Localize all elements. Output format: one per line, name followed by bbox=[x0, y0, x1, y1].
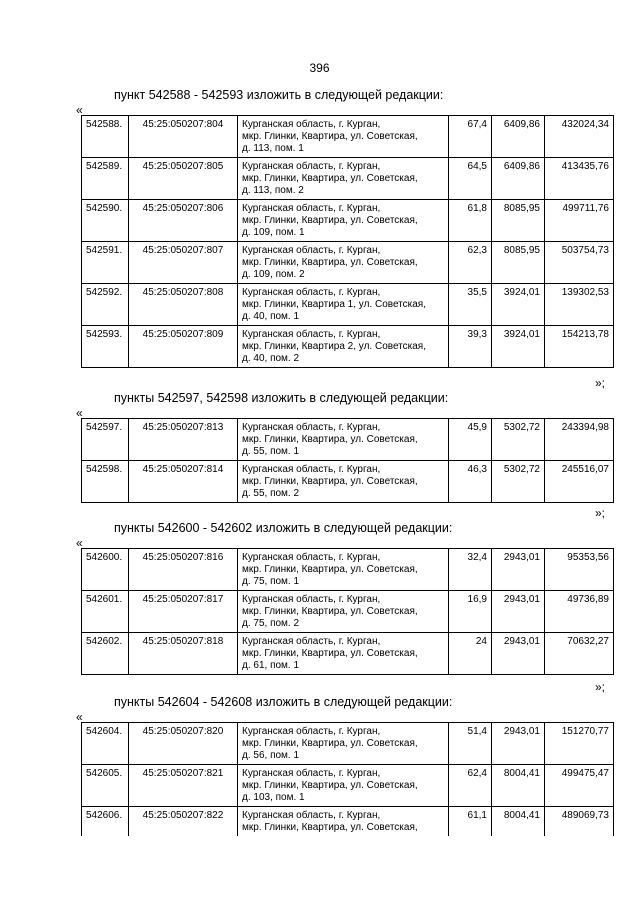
sum-cell: 243394,98 bbox=[545, 419, 614, 461]
area-cell: 51,4 bbox=[449, 723, 492, 765]
price-cell: 2943,01 bbox=[492, 591, 545, 633]
table-row bbox=[82, 116, 614, 158]
address-line: мкр. Глинки, Квартира, ул. Советская, bbox=[242, 434, 418, 445]
address-line: мкр. Глинки, Квартира 1, ул. Советская, bbox=[242, 299, 426, 310]
row-number-cell: 542601. bbox=[82, 591, 129, 633]
address-cell bbox=[238, 461, 449, 503]
table-row bbox=[82, 633, 614, 675]
price-cell: 8085,95 bbox=[492, 200, 545, 242]
address-cell bbox=[238, 326, 449, 368]
address-cell bbox=[238, 807, 449, 837]
table-row bbox=[82, 242, 614, 284]
table-row bbox=[82, 723, 614, 765]
address-line: д. 113, пом. 2 bbox=[242, 185, 304, 196]
sum-cell: 489069,73 bbox=[545, 807, 614, 837]
table-row bbox=[82, 765, 614, 807]
section-heading: пункты 542600 - 542602 изложить в следующей редакции: bbox=[114, 521, 453, 535]
address-cell bbox=[238, 419, 449, 461]
cadastral-number-cell: 45:25:050207:822 bbox=[129, 807, 238, 837]
area-cell: 32,4 bbox=[449, 549, 492, 591]
cadastral-number-cell: 45:25:050207:821 bbox=[129, 765, 238, 807]
address-cell bbox=[238, 765, 449, 807]
address-line: Курганская область, г. Курган, bbox=[242, 329, 381, 340]
cadastral-number-cell: 45:25:050207:816 bbox=[129, 549, 238, 591]
open-quote: « bbox=[76, 406, 83, 420]
address-line: мкр. Глинки, Квартира, ул. Советская, bbox=[242, 257, 418, 268]
address-line: мкр. Глинки, Квартира, ул. Советская, bbox=[242, 738, 418, 749]
address-line: мкр. Глинки, Квартира, ул. Советская, bbox=[242, 215, 418, 226]
row-number-cell: 542598. bbox=[82, 461, 129, 503]
address-cell bbox=[238, 549, 449, 591]
address-line: Курганская область, г. Курган, bbox=[242, 245, 381, 256]
sum-cell: 245516,07 bbox=[545, 461, 614, 503]
address-cell bbox=[238, 591, 449, 633]
sum-cell: 151270,77 bbox=[545, 723, 614, 765]
price-cell: 2943,01 bbox=[492, 633, 545, 675]
table-row bbox=[82, 419, 614, 461]
row-number-cell: 542600. bbox=[82, 549, 129, 591]
area-cell: 61,1 bbox=[449, 807, 492, 837]
registry-table bbox=[81, 548, 614, 675]
cadastral-number-cell: 45:25:050207:806 bbox=[129, 200, 238, 242]
cadastral-number-cell: 45:25:050207:804 bbox=[129, 116, 238, 158]
row-number-cell: 542593. bbox=[82, 326, 129, 368]
area-cell: 24 bbox=[449, 633, 492, 675]
price-cell: 8004,41 bbox=[492, 765, 545, 807]
address-line: д. 55, пом. 1 bbox=[242, 446, 300, 457]
registry-table bbox=[81, 722, 614, 836]
address-cell bbox=[238, 242, 449, 284]
table-row bbox=[82, 326, 614, 368]
section-heading: пункт 542588 - 542593 изложить в следующей редакции: bbox=[114, 88, 444, 102]
address-line: Курганская область, г. Курган, bbox=[242, 810, 381, 821]
table-row bbox=[82, 200, 614, 242]
address-line: д. 55, пом. 2 bbox=[242, 488, 300, 499]
row-number-cell: 542604. bbox=[82, 723, 129, 765]
address-line: Курганская область, г. Курган, bbox=[242, 636, 381, 647]
address-line: Курганская область, г. Курган, bbox=[242, 464, 381, 475]
row-number-cell: 542591. bbox=[82, 242, 129, 284]
address-cell bbox=[238, 723, 449, 765]
area-cell: 67,4 bbox=[449, 116, 492, 158]
price-cell: 8004,41 bbox=[492, 807, 545, 837]
address-line: Курганская область, г. Курган, bbox=[242, 552, 381, 563]
address-line: д. 56, пом. 1 bbox=[242, 750, 300, 761]
section-heading: пункты 542597, 542598 изложить в следующей редакции: bbox=[114, 391, 449, 405]
row-number-cell: 542606. bbox=[82, 807, 129, 837]
row-number-cell: 542605. bbox=[82, 765, 129, 807]
address-line: д. 75, пом. 2 bbox=[242, 618, 300, 629]
table-row bbox=[82, 284, 614, 326]
sum-cell: 70632,27 bbox=[545, 633, 614, 675]
address-cell bbox=[238, 158, 449, 200]
address-cell bbox=[238, 200, 449, 242]
cadastral-number-cell: 45:25:050207:808 bbox=[129, 284, 238, 326]
row-number-cell: 542592. bbox=[82, 284, 129, 326]
row-number-cell: 542588. bbox=[82, 116, 129, 158]
open-quote: « bbox=[76, 103, 83, 117]
address-line: Курганская область, г. Курган, bbox=[242, 422, 381, 433]
cadastral-number-cell: 45:25:050207:814 bbox=[129, 461, 238, 503]
sum-cell: 95353,56 bbox=[545, 549, 614, 591]
address-line: д. 75, пом. 1 bbox=[242, 576, 300, 587]
price-cell: 3924,01 bbox=[492, 326, 545, 368]
area-cell: 46,3 bbox=[449, 461, 492, 503]
address-line: д. 40, пом. 2 bbox=[242, 353, 300, 364]
price-cell: 2943,01 bbox=[492, 723, 545, 765]
sum-cell: 432024,34 bbox=[545, 116, 614, 158]
area-cell: 64,5 bbox=[449, 158, 492, 200]
page-number: 396 bbox=[309, 61, 330, 75]
sum-cell: 139302,53 bbox=[545, 284, 614, 326]
open-quote: « bbox=[76, 536, 83, 550]
cadastral-number-cell: 45:25:050207:817 bbox=[129, 591, 238, 633]
cadastral-number-cell: 45:25:050207:809 bbox=[129, 326, 238, 368]
price-cell: 3924,01 bbox=[492, 284, 545, 326]
price-cell: 6409,86 bbox=[492, 116, 545, 158]
sum-cell: 413435,76 bbox=[545, 158, 614, 200]
address-line: мкр. Глинки, Квартира, ул. Советская, bbox=[242, 476, 418, 487]
cadastral-number-cell: 45:25:050207:820 bbox=[129, 723, 238, 765]
address-line: мкр. Глинки, Квартира 2, ул. Советская, bbox=[242, 341, 426, 352]
close-quote: »; bbox=[595, 506, 606, 520]
table-row bbox=[82, 807, 614, 837]
price-cell: 5302,72 bbox=[492, 419, 545, 461]
area-cell: 35,5 bbox=[449, 284, 492, 326]
registry-table bbox=[81, 115, 614, 368]
section-heading: пункты 542604 - 542608 изложить в следующей редакции: bbox=[114, 695, 453, 709]
address-line: мкр. Глинки, Квартира, ул. Советская, bbox=[242, 648, 418, 659]
open-quote: « bbox=[76, 710, 83, 724]
price-cell: 2943,01 bbox=[492, 549, 545, 591]
address-line: д. 103, пом. 1 bbox=[242, 792, 305, 803]
table-row bbox=[82, 549, 614, 591]
address-line: мкр. Глинки, Квартира, ул. Советская, bbox=[242, 606, 418, 617]
price-cell: 8085,95 bbox=[492, 242, 545, 284]
address-line: мкр. Глинки, Квартира, ул. Советская, bbox=[242, 564, 418, 575]
area-cell: 62,3 bbox=[449, 242, 492, 284]
address-line: мкр. Глинки, Квартира, ул. Советская, bbox=[242, 822, 418, 833]
address-line: д. 61, пом. 1 bbox=[242, 660, 300, 671]
close-quote: »; bbox=[595, 376, 606, 390]
row-number-cell: 542590. bbox=[82, 200, 129, 242]
address-line: д. 113, пом. 1 bbox=[242, 143, 304, 154]
sum-cell: 154213,78 bbox=[545, 326, 614, 368]
address-line: Курганская область, г. Курган, bbox=[242, 768, 381, 779]
address-line: д. 40, пом. 1 bbox=[242, 311, 300, 322]
address-cell bbox=[238, 284, 449, 326]
sum-cell: 503754,73 bbox=[545, 242, 614, 284]
address-line: Курганская область, г. Курган, bbox=[242, 161, 381, 172]
area-cell: 62,4 bbox=[449, 765, 492, 807]
sum-cell: 499711,76 bbox=[545, 200, 614, 242]
cadastral-number-cell: 45:25:050207:805 bbox=[129, 158, 238, 200]
cadastral-number-cell: 45:25:050207:818 bbox=[129, 633, 238, 675]
sum-cell: 49736,89 bbox=[545, 591, 614, 633]
row-number-cell: 542597. bbox=[82, 419, 129, 461]
price-cell: 5302,72 bbox=[492, 461, 545, 503]
row-number-cell: 542589. bbox=[82, 158, 129, 200]
registry-table bbox=[81, 418, 614, 503]
area-cell: 61,8 bbox=[449, 200, 492, 242]
address-line: Курганская область, г. Курган, bbox=[242, 726, 381, 737]
address-line: д. 109, пом. 2 bbox=[242, 269, 305, 280]
close-quote: »; bbox=[595, 680, 606, 694]
address-line: Курганская область, г. Курган, bbox=[242, 594, 381, 605]
address-line: Курганская область, г. Курган, bbox=[242, 119, 381, 130]
address-line: мкр. Глинки, Квартира, ул. Советская, bbox=[242, 131, 418, 142]
address-cell bbox=[238, 116, 449, 158]
table-row bbox=[82, 158, 614, 200]
table-row bbox=[82, 591, 614, 633]
area-cell: 16,9 bbox=[449, 591, 492, 633]
sum-cell: 499475,47 bbox=[545, 765, 614, 807]
area-cell: 39,3 bbox=[449, 326, 492, 368]
address-line: д. 109, пом. 1 bbox=[242, 227, 305, 238]
cadastral-number-cell: 45:25:050207:813 bbox=[129, 419, 238, 461]
address-line: Курганская область, г. Курган, bbox=[242, 287, 381, 298]
address-line: мкр. Глинки, Квартира, ул. Советская, bbox=[242, 173, 418, 184]
price-cell: 6409,86 bbox=[492, 158, 545, 200]
row-number-cell: 542602. bbox=[82, 633, 129, 675]
cadastral-number-cell: 45:25:050207:807 bbox=[129, 242, 238, 284]
table-row bbox=[82, 461, 614, 503]
address-line: Курганская область, г. Курган, bbox=[242, 203, 381, 214]
address-cell bbox=[238, 633, 449, 675]
area-cell: 45,9 bbox=[449, 419, 492, 461]
address-line: мкр. Глинки, Квартира, ул. Советская, bbox=[242, 780, 418, 791]
